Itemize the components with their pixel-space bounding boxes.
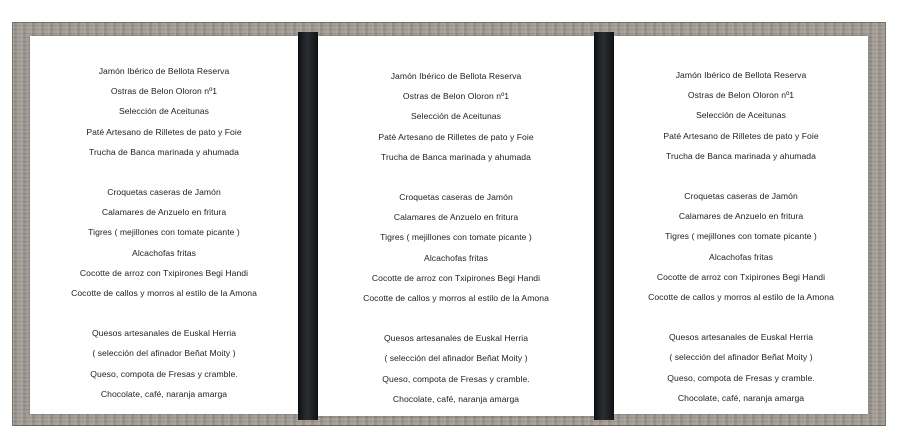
menu-item: ( selección del afinador Beñat Moity ) — [384, 353, 528, 364]
menu-item: Ostras de Belon Oloron nº1 — [687, 90, 795, 101]
menu-cover — [12, 22, 886, 426]
menu-item: Selección de Aceitunas — [411, 111, 501, 122]
menu-item: Selección de Aceitunas — [696, 110, 786, 121]
menu-item: Trucha de Banca marinada y ahumada — [381, 151, 531, 162]
menu-item: ( selección del afinador Beñat Moity ) — [669, 352, 813, 363]
menu-item: Jamón Ibérico de Bellota Reserva — [675, 70, 807, 80]
menu-item: Chocolate, café, naranja amarga — [677, 392, 805, 403]
menu-item: Tigres ( mejillones con tomate picante ) — [88, 227, 240, 238]
menu-item: Trucha de Banca marinada y ahumada — [666, 150, 816, 161]
menu-item: Jamón Ibérico de Bellota Reserva — [98, 66, 230, 76]
menu-item: Queso, compota de Fresas y cramble. — [382, 373, 530, 384]
menu-item: Calamares de Anzuelo en fritura — [101, 207, 227, 218]
menu-item: Cocotte de callos y morros al estilo de la Amona — [648, 292, 834, 302]
menu-item: Quesos artesanales de Euskal Herria — [668, 332, 814, 343]
menu-item: Quesos artesanales de Euskal Herria — [91, 328, 237, 339]
menu-item: Queso, compota de Fresas y cramble. — [90, 368, 238, 379]
menu-item: Cocotte de arroz con Txipirones Begi Handi — [656, 271, 826, 282]
menu-page-left — [30, 36, 298, 414]
menu-page-right — [614, 36, 868, 414]
menu-item: Chocolate, café, naranja amarga — [100, 388, 228, 399]
menu-spine-right — [594, 32, 614, 420]
menu-item: Paté Artesano de Rilletes de pato y Foie — [663, 130, 819, 141]
menu-item: Cocotte de callos y morros al estilo de la Amona — [363, 293, 549, 303]
menu-item: Cocotte de arroz con Txipirones Begi Handi — [371, 272, 541, 283]
menu-item: Selección de Aceitunas — [119, 106, 209, 117]
menu-item: Croquetas caseras de Jamón — [684, 191, 798, 201]
menu-item: Cocotte de callos y morros al estilo de la Amona — [71, 288, 257, 298]
menu-item: Ostras de Belon Oloron nº1 — [110, 86, 218, 97]
menu-item: Paté Artesano de Rilletes de pato y Foie — [378, 131, 534, 142]
menu-item: Croquetas caseras de Jamón — [107, 187, 221, 197]
menu-item: Queso, compota de Fresas y cramble. — [667, 372, 815, 383]
menu-item: Quesos artesanales de Euskal Herria — [383, 333, 529, 344]
menu-item: Alcachofas fritas — [132, 247, 196, 258]
menu-item: Trucha de Banca marinada y ahumada — [89, 146, 239, 157]
menu-spine-left — [298, 32, 318, 420]
menu-item: Croquetas caseras de Jamón — [399, 192, 513, 202]
menu-item: Ostras de Belon Oloron nº1 — [402, 91, 510, 102]
menu-page-center — [318, 36, 594, 416]
menu-item: Tigres ( mejillones con tomate picante ) — [665, 231, 817, 242]
menu-item: Paté Artesano de Rilletes de pato y Foie — [86, 126, 242, 137]
menu-item: Jamón Ibérico de Bellota Reserva — [390, 71, 522, 81]
menu-item: Cocotte de arroz con Txipirones Begi Handi — [79, 267, 249, 278]
menu-item: Alcachofas fritas — [709, 251, 773, 262]
menu-item: Alcachofas fritas — [424, 252, 488, 263]
menu-item: Chocolate, café, naranja amarga — [392, 393, 520, 404]
menu-item: Calamares de Anzuelo en fritura — [393, 212, 519, 223]
menu-item: ( selección del afinador Beñat Moity ) — [92, 348, 236, 359]
menu-item: Tigres ( mejillones con tomate picante ) — [380, 232, 532, 243]
menu-item: Calamares de Anzuelo en fritura — [678, 211, 804, 222]
